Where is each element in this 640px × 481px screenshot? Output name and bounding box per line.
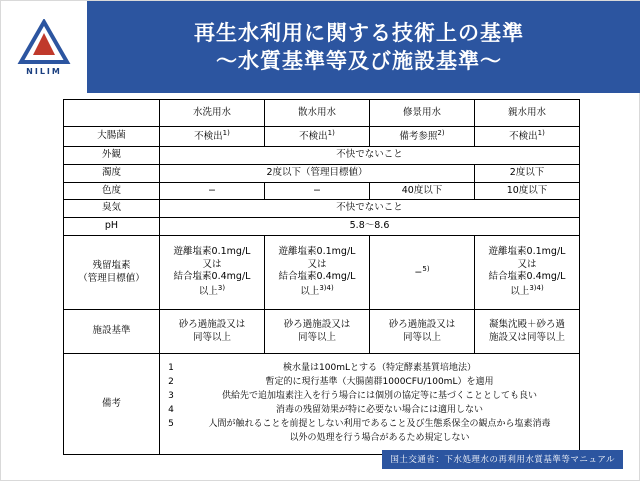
cell-ph-all: 5.8〜8.6 <box>160 218 580 236</box>
page-title <box>87 19 640 76</box>
table-row <box>64 218 580 236</box>
row-label-color: 色度 <box>64 182 160 200</box>
note-number: 2 <box>168 377 174 388</box>
table-row <box>64 236 580 310</box>
cell-coliform-2: 備考参照$^{2)}$ <box>370 127 475 147</box>
logo <box>1 1 87 93</box>
cell-appearance-all: 不快でないこと <box>160 146 580 164</box>
note-number: 4 <box>168 405 174 416</box>
standards-table <box>63 99 580 455</box>
table-row <box>64 200 580 218</box>
note-number: 5 <box>168 418 174 429</box>
row-label-residual-chlorine-sub: （管理目標値） <box>78 272 145 284</box>
row-label-appearance: 外観 <box>64 146 160 164</box>
table-row <box>64 310 580 354</box>
note-text: 暫定的に現行基準（大腸菌群1000CFU/100mL）を適用 <box>265 377 494 388</box>
note-text: 検水量は100mLとする（特定酵素基質培地法） <box>283 363 476 374</box>
slide-footer <box>1 450 640 472</box>
note-item <box>161 376 578 390</box>
source-citation: 国土交通省：下水処理水の再利用水質基準等マニュアル <box>382 450 623 469</box>
table-row <box>64 164 580 182</box>
cell-chlorine-2: −$^{5)}$ <box>370 236 475 310</box>
cell-coliform-0: 不検出$^{1)}$ <box>160 127 265 147</box>
cell-facility-1: 砂ろ過施設又は 同等以上 <box>265 310 370 354</box>
logo-text: NILIM <box>26 66 62 76</box>
cell-chlorine-3: 遊離塩素0.1mg/L 又は 結合塩素0.4mg/L 以上$^{3)4)}$ <box>475 236 580 310</box>
standards-table-wrap <box>63 99 579 455</box>
table-corner-cell <box>64 100 160 127</box>
cell-color-3: 10度以下 <box>475 182 580 200</box>
table-row-notes <box>64 354 580 455</box>
cell-turbidity-3: 2度以下 <box>475 164 580 182</box>
note-item <box>161 404 578 418</box>
row-label-residual-chlorine-main: 残留塩素 <box>92 259 131 271</box>
column-header-1: 散水用水 <box>265 100 370 127</box>
cell-chlorine-0: 遊離塩素0.1mg/L 又は 結合塩素0.4mg/L 以上$^{3)}$ <box>160 236 265 310</box>
cell-color-1: − <box>265 182 370 200</box>
row-label-facility: 施設基準 <box>64 310 160 354</box>
note-text-continued: 以外の処理を行う場合があるため規定しない <box>289 432 470 443</box>
note-item <box>161 418 578 432</box>
cell-odor-all: 不快でないこと <box>160 200 580 218</box>
cell-color-0: − <box>160 182 265 200</box>
table-row <box>64 127 580 147</box>
page-title-line2: 〜水質基準等及び施設基準〜 <box>216 49 502 73</box>
note-item <box>161 390 578 404</box>
slide-header <box>1 1 640 93</box>
cell-facility-3: 凝集沈殿＋砂ろ過 施設又は同等以上 <box>475 310 580 354</box>
row-label-turbidity: 濁度 <box>64 164 160 182</box>
note-text: 供給先で追加塩素注入を行う場合には個別の協定等に基づくこととしても良い <box>221 391 537 402</box>
column-header-3: 親水用水 <box>475 100 580 127</box>
cell-turbidity-span: 2度以下（管理目標値） <box>160 164 475 182</box>
column-header-0: 水洗用水 <box>160 100 265 127</box>
row-label-notes: 備考 <box>64 354 160 455</box>
cell-color-2: 40度以下 <box>370 182 475 200</box>
cell-coliform-3: 不検出$^{1)}$ <box>475 127 580 147</box>
table-row <box>64 182 580 200</box>
nilim-logo-icon <box>17 19 71 65</box>
row-label-residual-chlorine <box>64 236 160 310</box>
table-header-row <box>64 100 580 127</box>
cell-facility-2: 砂ろ過施設又は 同等以上 <box>370 310 475 354</box>
table-row <box>64 146 580 164</box>
notes-cell <box>160 354 580 455</box>
cell-chlorine-1: 遊離塩素0.1mg/L 又は 結合塩素0.4mg/L 以上$^{3)4)}$ <box>265 236 370 310</box>
cell-facility-0: 砂ろ過施設又は 同等以上 <box>160 310 265 354</box>
note-number: 3 <box>168 391 174 402</box>
note-number: 1 <box>168 363 174 374</box>
page-title-line1: 再生水利用に関する技術上の基準 <box>194 20 524 45</box>
row-label-ph: pH <box>64 218 160 236</box>
note-item <box>161 362 578 376</box>
row-label-coliform: 大腸菌 <box>64 127 160 147</box>
row-label-odor: 臭気 <box>64 200 160 218</box>
note-text: 人間が触れることを前提としない利用であること及び生態系保全の観点から塩素消毒 <box>208 418 551 429</box>
column-header-2: 修景用水 <box>370 100 475 127</box>
note-text: 消毒の残留効果が特に必要ない場合には適用しない <box>275 405 483 416</box>
cell-coliform-1: 不検出$^{1)}$ <box>265 127 370 147</box>
